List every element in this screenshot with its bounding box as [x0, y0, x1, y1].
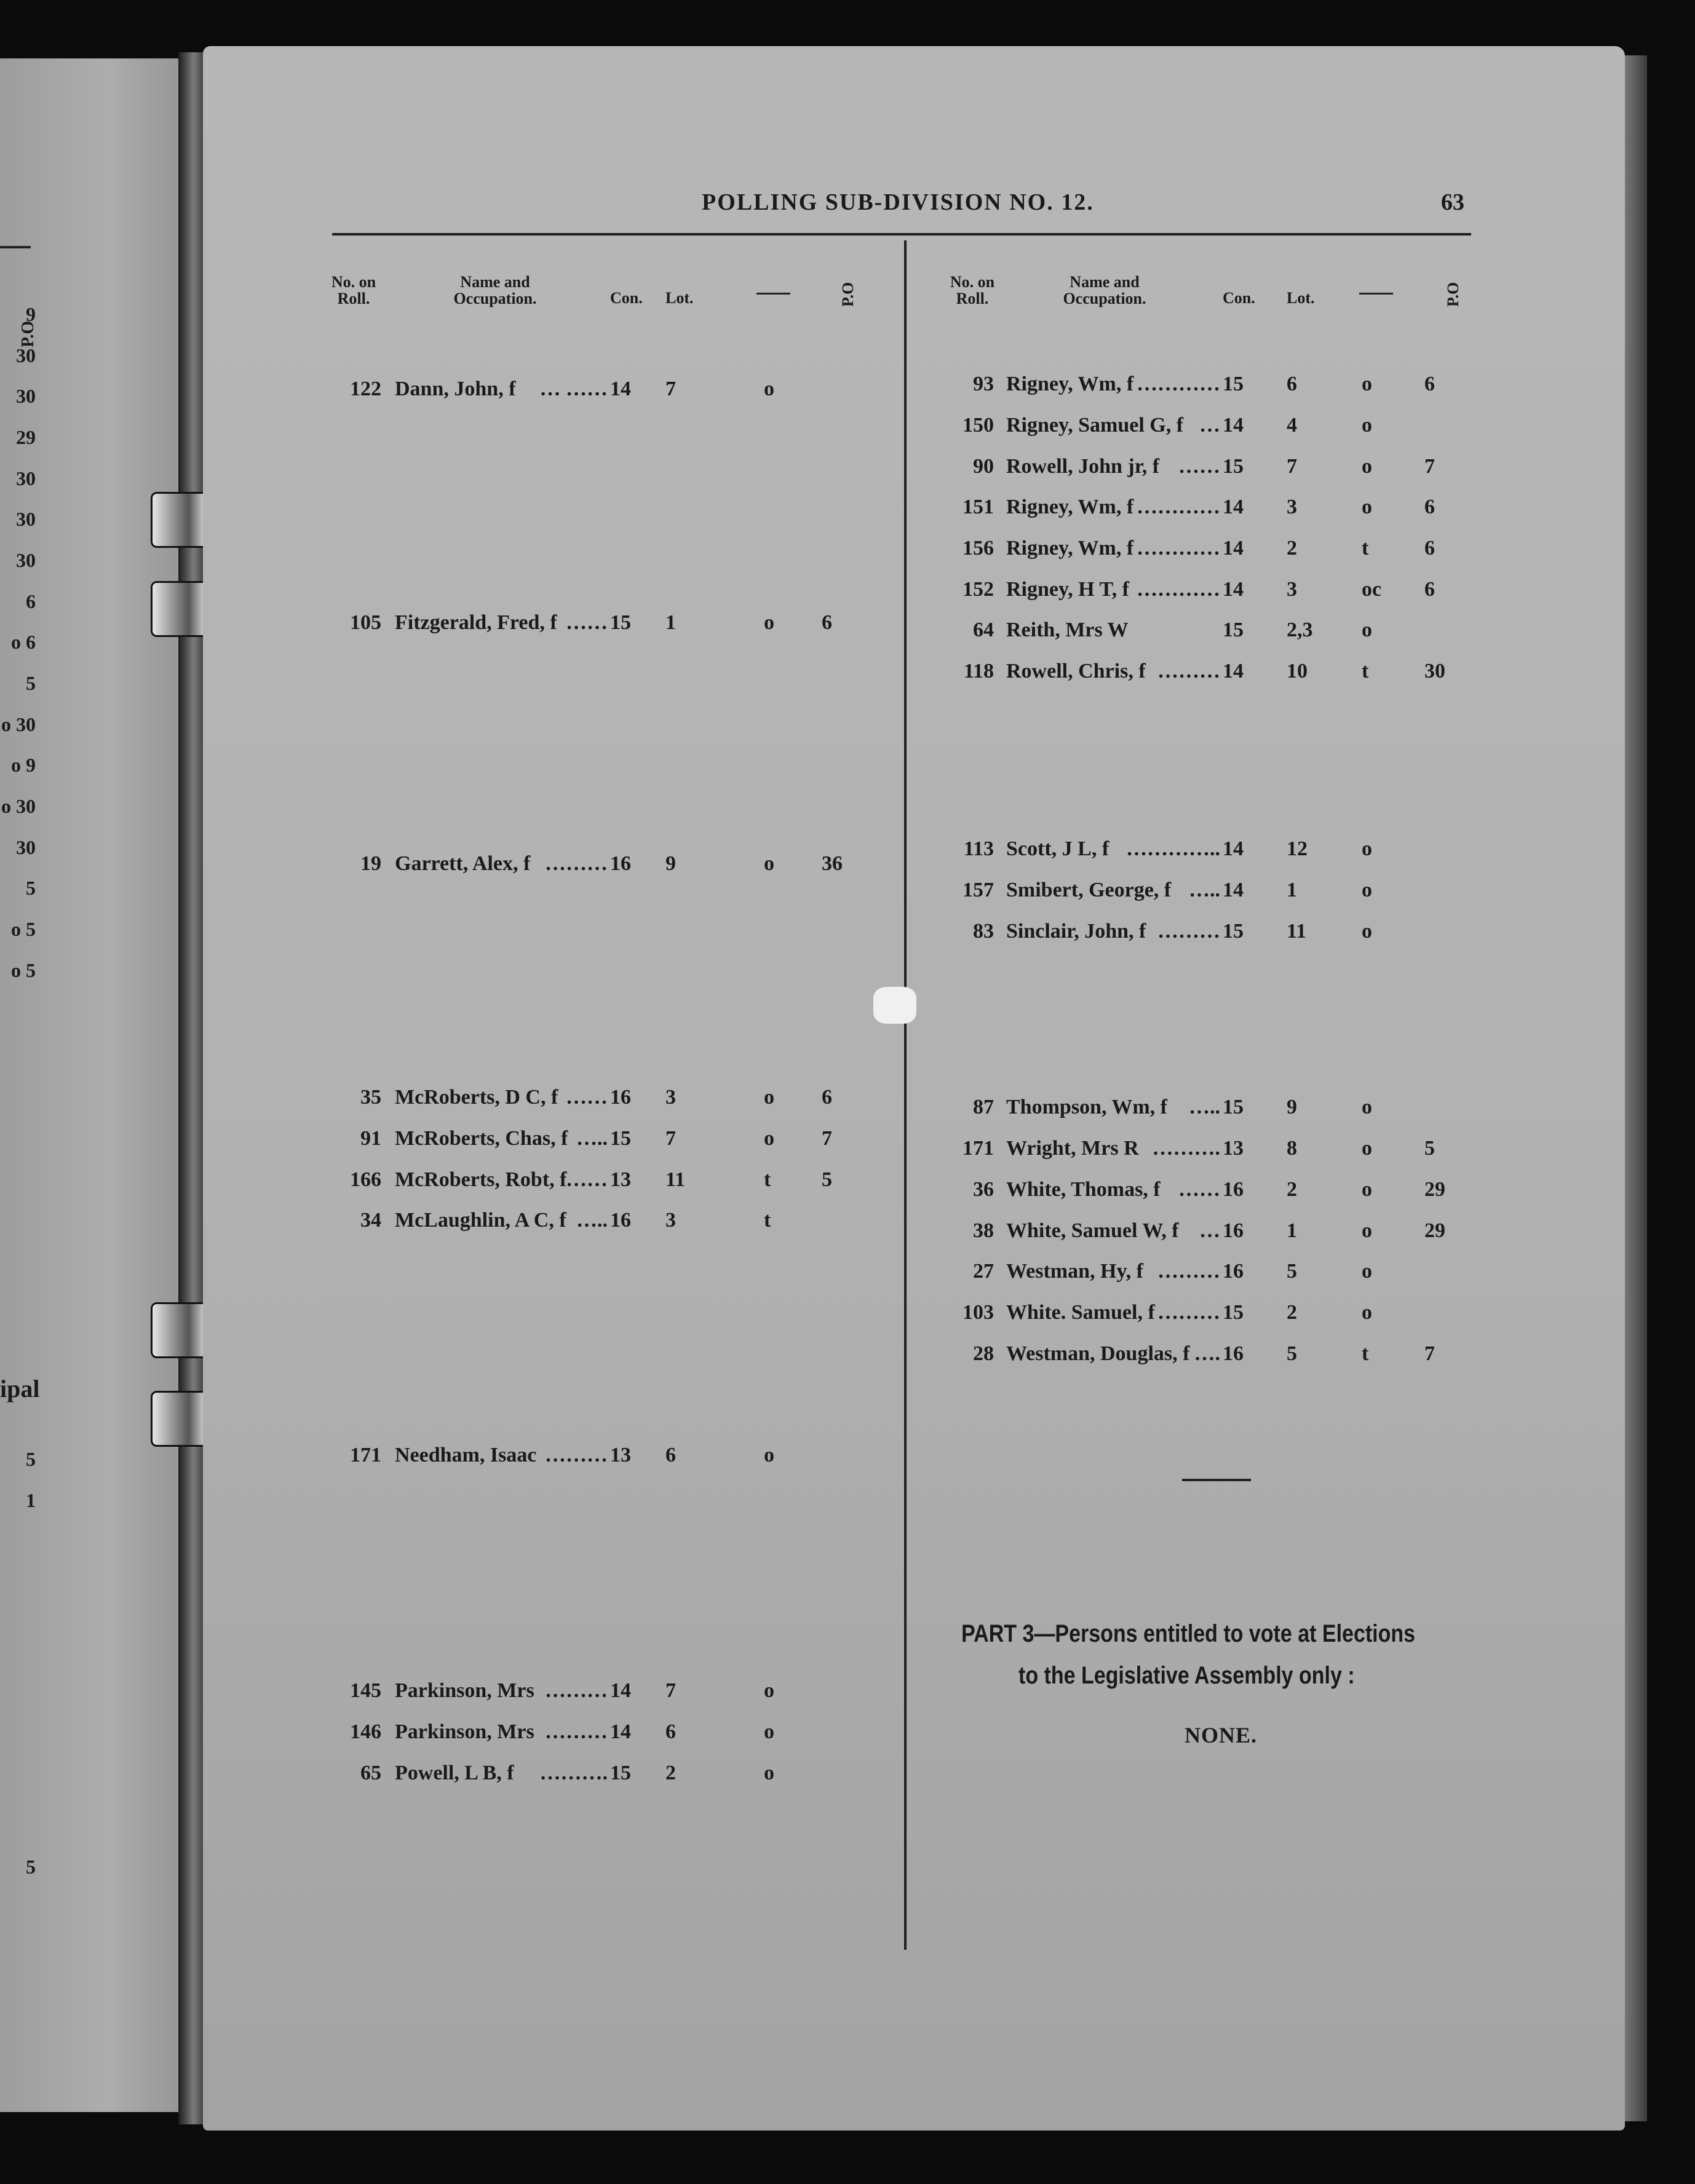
status-mark: o [764, 378, 774, 400]
leader-dots: ……… [1157, 660, 1220, 682]
voter-name: White. Samuel, f [1006, 1301, 1155, 1324]
status-mark: o [1362, 1260, 1372, 1283]
table-row [939, 618, 1474, 643]
previous-page-cell [11, 508, 36, 531]
lot-number: 1 [665, 611, 676, 634]
post-office: 29 [1424, 1178, 1445, 1201]
concession: 14 [1223, 496, 1244, 518]
status-mark: t [1362, 537, 1369, 560]
previous-page-mark: o [11, 959, 21, 981]
lot-number: 1 [1287, 1219, 1297, 1242]
concession: 14 [610, 1679, 631, 1702]
previous-page-cell [11, 631, 36, 654]
roll-number: 171 [963, 1137, 994, 1160]
concession: 16 [1223, 1260, 1244, 1283]
leader-dots: ……… [545, 1720, 608, 1743]
roll-number: 151 [963, 496, 994, 518]
voter-name: McRoberts, D C, f [395, 1086, 558, 1109]
status-mark: o [1362, 879, 1372, 901]
roll-number: 90 [973, 455, 994, 478]
leader-dots: ……… [545, 1679, 608, 1702]
table-row [326, 377, 871, 402]
previous-page-cell [21, 1856, 36, 1878]
col-head-name-right: Name and Occupation. [1063, 273, 1146, 307]
previous-page-po-header: P.O [18, 320, 38, 347]
leader-dots: ………. [1152, 1137, 1220, 1160]
status-mark: o [764, 1444, 774, 1466]
concession: 14 [1223, 660, 1244, 682]
voter-name: Rowell, Chris, f [1006, 660, 1146, 682]
concession: 16 [1223, 1178, 1244, 1201]
concession: 15 [1223, 1096, 1244, 1118]
voter-name: Rigney, Samuel G, f [1006, 414, 1184, 437]
section-rule [1182, 1479, 1251, 1481]
leader-dots: ………… [1137, 496, 1220, 518]
previous-page-cell [1, 713, 36, 736]
previous-page-value: 30 [16, 508, 36, 530]
status-mark: o [1362, 1137, 1372, 1160]
previous-page-cell [11, 959, 36, 982]
previous-page-strip [0, 58, 178, 2112]
paper-blemish [873, 987, 916, 1024]
voter-name: McRoberts, Robt, f [395, 1168, 567, 1191]
previous-page-fragment: ipal [0, 1375, 40, 1403]
table-row [939, 1219, 1474, 1243]
lot-number: 3 [1287, 496, 1297, 518]
page-number: 63 [1441, 189, 1464, 215]
post-office: 6 [1424, 373, 1435, 395]
concession: 16 [1223, 1342, 1244, 1365]
roll-number: 150 [963, 414, 994, 437]
leader-dots: ……… [545, 852, 608, 875]
table-row [939, 1095, 1474, 1120]
voter-name: Fitzgerald, Fred, f [395, 611, 557, 634]
roll-number: 87 [973, 1096, 994, 1118]
previous-page-cell [21, 1448, 36, 1471]
lot-number: 2 [1287, 537, 1297, 560]
lot-number: 10 [1287, 660, 1308, 682]
previous-page-value: 30 [16, 467, 36, 489]
voter-name: McLaughlin, A C, f [395, 1209, 566, 1232]
concession: 14 [610, 1720, 631, 1743]
lot-number: 7 [665, 1127, 676, 1150]
table-row [939, 1300, 1474, 1325]
table-row [939, 577, 1474, 602]
concession: 14 [1223, 837, 1244, 860]
concession: 14 [1223, 537, 1244, 560]
concession: 13 [610, 1444, 631, 1466]
table-row [939, 536, 1474, 561]
status-mark: o [764, 1720, 774, 1743]
table-row [939, 1177, 1474, 1202]
lot-number: 2 [665, 1762, 676, 1784]
previous-page-value: 5 [26, 1448, 36, 1470]
status-mark: o [1362, 1096, 1372, 1118]
previous-page-cell [21, 303, 36, 326]
roll-number: 152 [963, 578, 994, 601]
voter-name: McRoberts, Chas, f [395, 1127, 568, 1150]
roll-number: 93 [973, 373, 994, 395]
voter-name: Wright, Mrs R [1006, 1137, 1139, 1160]
previous-page-mark: o [11, 918, 21, 940]
status-mark: o [764, 1762, 774, 1784]
post-office: 7 [1424, 455, 1435, 478]
lot-number: 6 [665, 1444, 676, 1466]
leader-dots: ………. [539, 1762, 608, 1784]
previous-page-mark: o [11, 754, 21, 776]
roll-number: 27 [973, 1260, 994, 1283]
previous-page-mark: o [11, 631, 21, 653]
post-office: 30 [1424, 660, 1445, 682]
roll-number: 156 [963, 537, 994, 560]
status-mark: t [1362, 1342, 1369, 1365]
status-mark: o [1362, 837, 1372, 860]
lot-number: 3 [665, 1209, 676, 1232]
concession: 16 [610, 1086, 631, 1109]
col-head-dash-right [1359, 293, 1393, 295]
page-edge [1622, 55, 1647, 2121]
roll-number: 171 [350, 1444, 381, 1466]
previous-page-value: 29 [16, 426, 36, 448]
table-row [326, 1443, 871, 1468]
header-rule [332, 233, 1471, 235]
status-mark: o [1362, 920, 1372, 943]
previous-page-value: 30 [16, 385, 36, 407]
leader-dots: … [1199, 414, 1220, 437]
roll-number: 65 [360, 1762, 381, 1784]
concession: 15 [1223, 373, 1244, 395]
roll-number: 113 [963, 837, 994, 860]
table-row [326, 1679, 871, 1703]
col-head-roll: No. on Roll. [331, 273, 376, 307]
previous-page-value: 9 [26, 754, 36, 776]
col-head-roll-right: No. on Roll. [950, 273, 995, 307]
status-mark: o [1362, 619, 1372, 641]
leader-dots: … …… [539, 378, 608, 400]
lot-number: 11 [665, 1168, 686, 1191]
leader-dots: ……… [1157, 1301, 1220, 1324]
status-mark: o [1362, 1301, 1372, 1324]
roll-number: 35 [360, 1086, 381, 1109]
lot-number: 12 [1287, 837, 1308, 860]
col-head-po-right: P.O [1444, 282, 1462, 307]
post-office: 6 [822, 1086, 832, 1109]
leader-dots: ….. [1189, 879, 1220, 901]
post-office: 6 [1424, 537, 1435, 560]
status-mark: o [764, 1679, 774, 1702]
roll-number: 157 [963, 879, 994, 901]
voter-name: Needham, Isaac [395, 1444, 537, 1466]
voter-name: Rigney, H T, f [1006, 578, 1129, 601]
lot-number: 9 [1287, 1096, 1297, 1118]
roll-number: 83 [973, 920, 994, 943]
previous-page-value: 6 [26, 631, 36, 653]
lot-number: 2 [1287, 1178, 1297, 1201]
lot-number: 6 [665, 1720, 676, 1743]
previous-page-cell [11, 426, 36, 449]
table-row [939, 837, 1474, 861]
voter-name: Dann, John, f [395, 378, 516, 400]
column-divider [904, 240, 907, 1950]
voter-name: Parkinson, Mrs [395, 1720, 534, 1743]
leader-dots: ……… [1157, 1260, 1220, 1283]
table-row [326, 1761, 871, 1786]
concession: 15 [1223, 1301, 1244, 1324]
previous-page-value: 30 [16, 549, 36, 571]
part3-heading: PART 3—Persons entitled to vote at Elections [961, 1620, 1416, 1647]
concession: 14 [610, 378, 631, 400]
lot-number: 2,3 [1287, 619, 1313, 641]
leader-dots: ….. [1189, 1096, 1220, 1118]
table-row [939, 454, 1474, 479]
table-row [939, 413, 1474, 438]
concession: 16 [1223, 1219, 1244, 1242]
previous-page-mark: o [1, 713, 11, 735]
roll-number: 145 [350, 1679, 381, 1702]
status-mark: o [1362, 373, 1372, 395]
lot-number: 9 [665, 852, 676, 875]
roll-number: 19 [360, 852, 381, 875]
status-mark: t [764, 1209, 771, 1232]
previous-page-cell [11, 836, 36, 859]
leader-dots: ………… [1137, 537, 1220, 560]
table-row [939, 1342, 1474, 1366]
concession: 14 [1223, 414, 1244, 437]
voter-name: Rigney, Wm, f [1006, 496, 1134, 518]
table-row [939, 878, 1474, 903]
previous-page-rule [0, 246, 31, 248]
previous-page-cell [21, 877, 36, 900]
voter-name: Scott, J L, f [1006, 837, 1109, 860]
concession: 15 [610, 1762, 631, 1784]
voter-name: Westman, Douglas, f [1006, 1342, 1190, 1365]
previous-page-value: 5 [26, 672, 36, 694]
document-page [203, 46, 1625, 2131]
voter-name: Parkinson, Mrs [395, 1679, 534, 1702]
lot-number: 7 [665, 378, 676, 400]
roll-number: 28 [973, 1342, 994, 1365]
previous-page-cell [11, 754, 36, 777]
previous-page-value: 30 [16, 713, 36, 735]
leader-dots: ………….. [1126, 837, 1220, 860]
table-row [939, 919, 1474, 944]
part3-heading-continued: to the Legislative Assembly only : [1018, 1662, 1355, 1689]
status-mark: o [1362, 1219, 1372, 1242]
lot-number: 5 [1287, 1260, 1297, 1283]
voter-name: Thompson, Wm, f [1006, 1096, 1167, 1118]
previous-page-value: 30 [16, 795, 36, 817]
leader-dots: ………… [1137, 578, 1220, 601]
lot-number: 7 [1287, 455, 1297, 478]
book-spine [178, 52, 206, 2124]
status-mark: o [1362, 1178, 1372, 1201]
status-mark: t [764, 1168, 771, 1191]
lot-number: 4 [1287, 414, 1297, 437]
previous-page-value: 5 [26, 877, 36, 899]
voter-name: Garrett, Alex, f [395, 852, 531, 875]
roll-number: 118 [963, 660, 994, 682]
lot-number: 7 [665, 1679, 676, 1702]
page-title: POLLING SUB-DIVISION NO. 12. [702, 189, 1094, 215]
previous-page-value: 9 [26, 303, 36, 325]
post-office: 7 [822, 1127, 832, 1150]
concession: 15 [1223, 455, 1244, 478]
lot-number: 8 [1287, 1137, 1297, 1160]
table-row [939, 1136, 1474, 1161]
roll-number: 103 [963, 1301, 994, 1324]
concession: 16 [610, 1209, 631, 1232]
previous-page-cell [21, 590, 36, 613]
concession: 14 [1223, 578, 1244, 601]
table-row [326, 1126, 871, 1151]
roll-number: 64 [973, 619, 994, 641]
roll-number: 166 [350, 1168, 381, 1191]
previous-page-cell [1, 795, 36, 818]
lot-number: 1 [1287, 879, 1297, 901]
col-head-dash [756, 293, 790, 295]
roll-number: 36 [973, 1178, 994, 1201]
voter-name: Powell, L B, f [395, 1762, 514, 1784]
concession: 13 [1223, 1137, 1244, 1160]
voter-name: Rigney, Wm, f [1006, 373, 1134, 395]
post-office: 6 [822, 611, 832, 634]
concession: 15 [1223, 619, 1244, 641]
status-mark: t [1362, 660, 1369, 682]
previous-page-cell [11, 467, 36, 490]
table-row [939, 495, 1474, 520]
table-row [326, 852, 871, 876]
roll-number: 91 [360, 1127, 381, 1150]
previous-page-value: 30 [16, 836, 36, 858]
table-row [939, 1259, 1474, 1284]
status-mark: o [764, 1127, 774, 1150]
leader-dots: …… [566, 1086, 608, 1109]
roll-number: 34 [360, 1209, 381, 1232]
concession: 15 [610, 1127, 631, 1150]
previous-page-value: 6 [26, 590, 36, 612]
roll-number: 146 [350, 1720, 381, 1743]
table-row [326, 1208, 871, 1233]
previous-page-cell [11, 344, 36, 367]
col-head-lot: Lot. [665, 289, 694, 307]
lot-number: 2 [1287, 1301, 1297, 1324]
voter-name: White, Thomas, f [1006, 1178, 1161, 1201]
table-row [326, 1168, 871, 1192]
lot-number: 5 [1287, 1342, 1297, 1365]
col-head-po: P.O [839, 282, 857, 307]
lot-number: 3 [665, 1086, 676, 1109]
table-row [326, 1720, 871, 1744]
previous-page-cell [21, 1489, 36, 1512]
concession: 16 [610, 852, 631, 875]
voter-name: Rowell, John jr, f [1006, 455, 1160, 478]
concession: 15 [610, 611, 631, 634]
table-row [939, 372, 1474, 397]
leader-dots: …… [566, 611, 608, 634]
col-head-lot-right: Lot. [1287, 289, 1315, 307]
post-office: 6 [1424, 496, 1435, 518]
previous-page-cell [11, 918, 36, 941]
status-mark: o [1362, 414, 1372, 437]
leader-dots: ….. [576, 1127, 608, 1150]
lot-number: 3 [1287, 578, 1297, 601]
previous-page-cell [21, 672, 36, 695]
post-office: 5 [1424, 1137, 1435, 1160]
leader-dots: ….. [576, 1209, 608, 1232]
table-row [939, 659, 1474, 684]
lot-number: 11 [1287, 920, 1307, 943]
col-head-con: Con. [610, 289, 643, 307]
status-mark: o [1362, 496, 1372, 518]
leader-dots: ……… [1157, 920, 1220, 943]
leader-dots: … [1199, 1219, 1220, 1242]
col-head-con-right: Con. [1223, 289, 1255, 307]
leader-dots: …. [1194, 1342, 1220, 1365]
status-mark: o [1362, 455, 1372, 478]
post-office: 6 [1424, 578, 1435, 601]
leader-dots: …… [1178, 455, 1220, 478]
table-row [326, 1085, 871, 1110]
col-head-name: Name and Occupation. [453, 273, 537, 307]
previous-page-cell [11, 549, 36, 572]
post-office: 29 [1424, 1219, 1445, 1242]
previous-page-mark: o [1, 795, 11, 817]
concession: 13 [610, 1168, 631, 1191]
leader-dots: ……… [545, 1444, 608, 1466]
concession: 15 [1223, 920, 1244, 943]
previous-page-value: 30 [16, 344, 36, 366]
voter-name: Rigney, Wm, f [1006, 537, 1134, 560]
roll-number: 122 [350, 378, 381, 400]
roll-number: 38 [973, 1219, 994, 1242]
post-office: 5 [822, 1168, 832, 1191]
lot-number: 6 [1287, 373, 1297, 395]
voter-name: Smibert, George, f [1006, 879, 1172, 901]
previous-page-value: 1 [26, 1489, 36, 1511]
status-mark: o [764, 1086, 774, 1109]
part3-none: NONE. [1185, 1723, 1258, 1747]
table-row [326, 611, 871, 635]
status-mark: o [764, 852, 774, 875]
voter-name: White, Samuel W, f [1006, 1219, 1179, 1242]
concession: 14 [1223, 879, 1244, 901]
leader-dots: …… [1178, 1178, 1220, 1201]
roll-number: 105 [350, 611, 381, 634]
status-mark: oc [1362, 578, 1382, 601]
post-office: 36 [822, 852, 843, 875]
status-mark: o [764, 611, 774, 634]
voter-name: Westman, Hy, f [1006, 1260, 1143, 1283]
voter-name: Reith, Mrs W [1006, 619, 1129, 641]
leader-dots: ………… [1137, 373, 1220, 395]
previous-page-cell [11, 385, 36, 408]
previous-page-value: 5 [26, 959, 36, 981]
previous-page-value: 5 [26, 1856, 36, 1878]
voter-name: Sinclair, John, f [1006, 920, 1146, 943]
post-office: 7 [1424, 1342, 1435, 1365]
previous-page-value: 5 [26, 918, 36, 940]
leader-dots: …… [566, 1168, 608, 1191]
